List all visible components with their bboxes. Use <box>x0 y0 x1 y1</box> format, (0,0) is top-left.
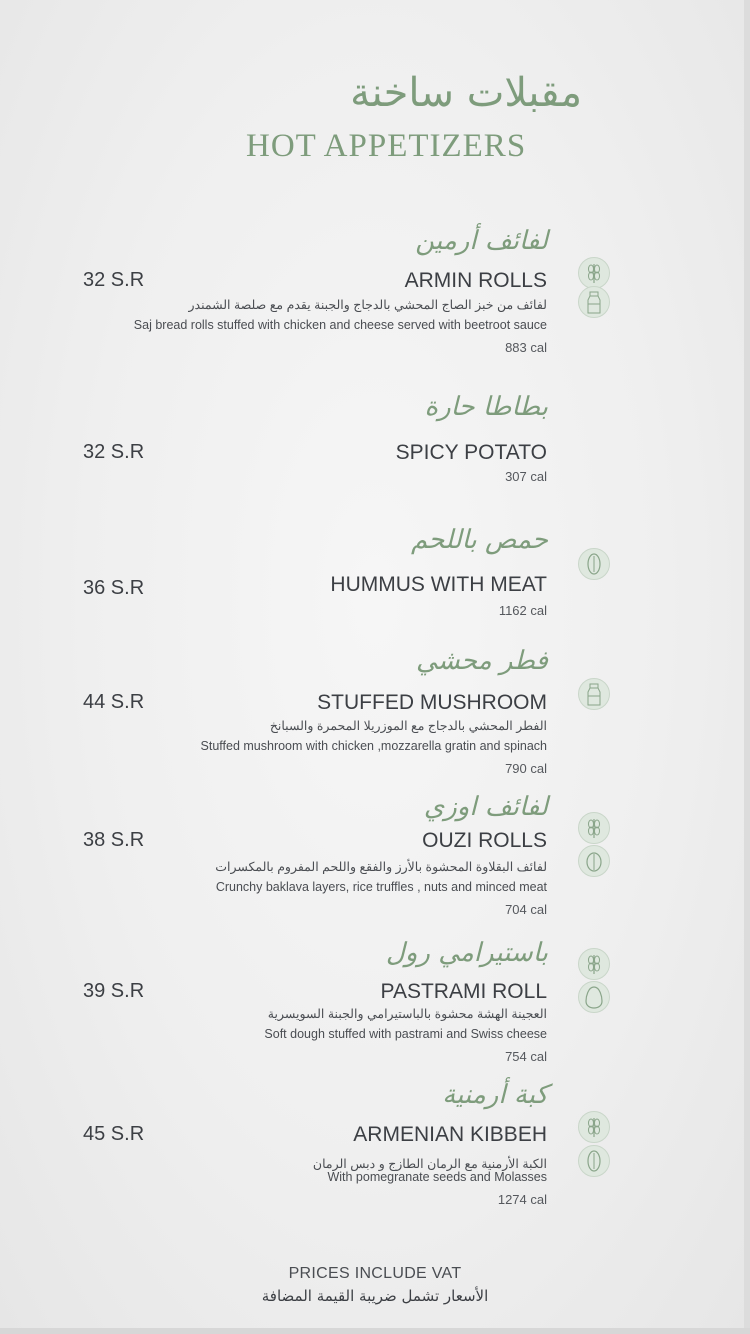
item-name-arabic: فطر محشي <box>416 646 548 676</box>
item-description-arabic: العجينة الهشة محشوة بالباستيرامي والجبنة السويسرية <box>267 1007 547 1021</box>
item-description-arabic: لفائف من خبز الصاج المحشي بالدجاج والجبنة يقدم مع صلصة الشمندر <box>188 298 547 312</box>
item-price: 44 S.R <box>83 691 145 713</box>
item-name-arabic: حمص باللحم <box>411 525 548 555</box>
item-name: HUMMUS WITH MEAT <box>330 573 547 596</box>
item-name: ARMIN ROLLS <box>404 269 547 292</box>
wheat-icon <box>578 948 610 980</box>
item-description-arabic: لفائف البقلاوة المحشوة بالأرز والفقع واللحم المفروم بالمكسرات <box>215 860 547 874</box>
section-title-arabic: مقبلات ساخنة <box>350 70 582 116</box>
wheat-icon <box>578 1111 610 1143</box>
item-price: 32 S.R <box>83 269 145 291</box>
item-calories: 704 cal <box>505 902 547 917</box>
item-name-arabic: بطاطا حارة <box>424 392 548 422</box>
item-calories: 754 cal <box>505 1049 547 1064</box>
item-calories: 883 cal <box>505 340 547 355</box>
item-description: Crunchy baklava layers, rice truffles , nuts and minced meat <box>215 880 547 894</box>
item-name: PASTRAMI ROLL <box>380 980 547 1003</box>
item-calories: 307 cal <box>505 469 547 484</box>
item-calories: 790 cal <box>505 761 547 776</box>
milk-bottle-icon <box>578 286 610 318</box>
item-price: 36 S.R <box>83 577 145 599</box>
nut-icon <box>578 845 610 877</box>
item-description: Stuffed mushroom with chicken ,mozzarella gratin and spinach <box>200 739 547 753</box>
item-price: 32 S.R <box>83 441 145 463</box>
item-description-arabic: الفطر المحشي بالدجاج مع الموزريلا المحمرة والسبانخ <box>269 719 547 733</box>
sesame-seed-icon <box>578 1145 610 1177</box>
milk-bottle-icon <box>578 678 610 710</box>
item-calories: 1274 cal <box>497 1192 547 1207</box>
page-edge <box>744 0 750 1334</box>
item-name-arabic: باستيرامي رول <box>385 938 548 968</box>
vat-note-arabic: الأسعار تشمل ضريبة القيمة المضافة <box>261 1287 489 1305</box>
vat-note: PRICES INCLUDE VAT <box>288 1265 462 1282</box>
wheat-icon <box>578 257 610 289</box>
item-name: OUZI ROLLS <box>422 829 547 852</box>
item-description: Soft dough stuffed with pastrami and Swiss cheese <box>264 1027 547 1041</box>
item-calories: 1162 cal <box>498 603 547 618</box>
item-name: STUFFED MUSHROOM <box>317 691 547 714</box>
item-price: 39 S.R <box>83 980 145 1002</box>
egg-icon <box>578 981 610 1013</box>
item-description: With pomegranate seeds and Molasses <box>327 1170 547 1184</box>
item-name: SPICY POTATO <box>395 441 547 464</box>
item-name-arabic: كبة أرمنية <box>442 1080 548 1110</box>
item-price: 45 S.R <box>83 1123 145 1145</box>
section-title: HOT APPETIZERS <box>246 128 527 164</box>
item-name-arabic: لفائف أرمين <box>415 226 548 256</box>
item-description: Saj bread rolls stuffed with chicken and cheese served with beetroot sauce <box>133 318 547 332</box>
item-name: ARMENIAN KIBBEH <box>353 1123 547 1146</box>
item-description-arabic: الكبة الأرمنية مع الرمان الطازج و دبس الرمان <box>312 1157 547 1171</box>
item-name-arabic: لفائف اوزي <box>423 792 548 822</box>
sesame-seed-icon <box>578 548 610 580</box>
page-edge <box>0 1328 750 1334</box>
item-price: 38 S.R <box>83 829 145 851</box>
wheat-icon <box>578 812 610 844</box>
